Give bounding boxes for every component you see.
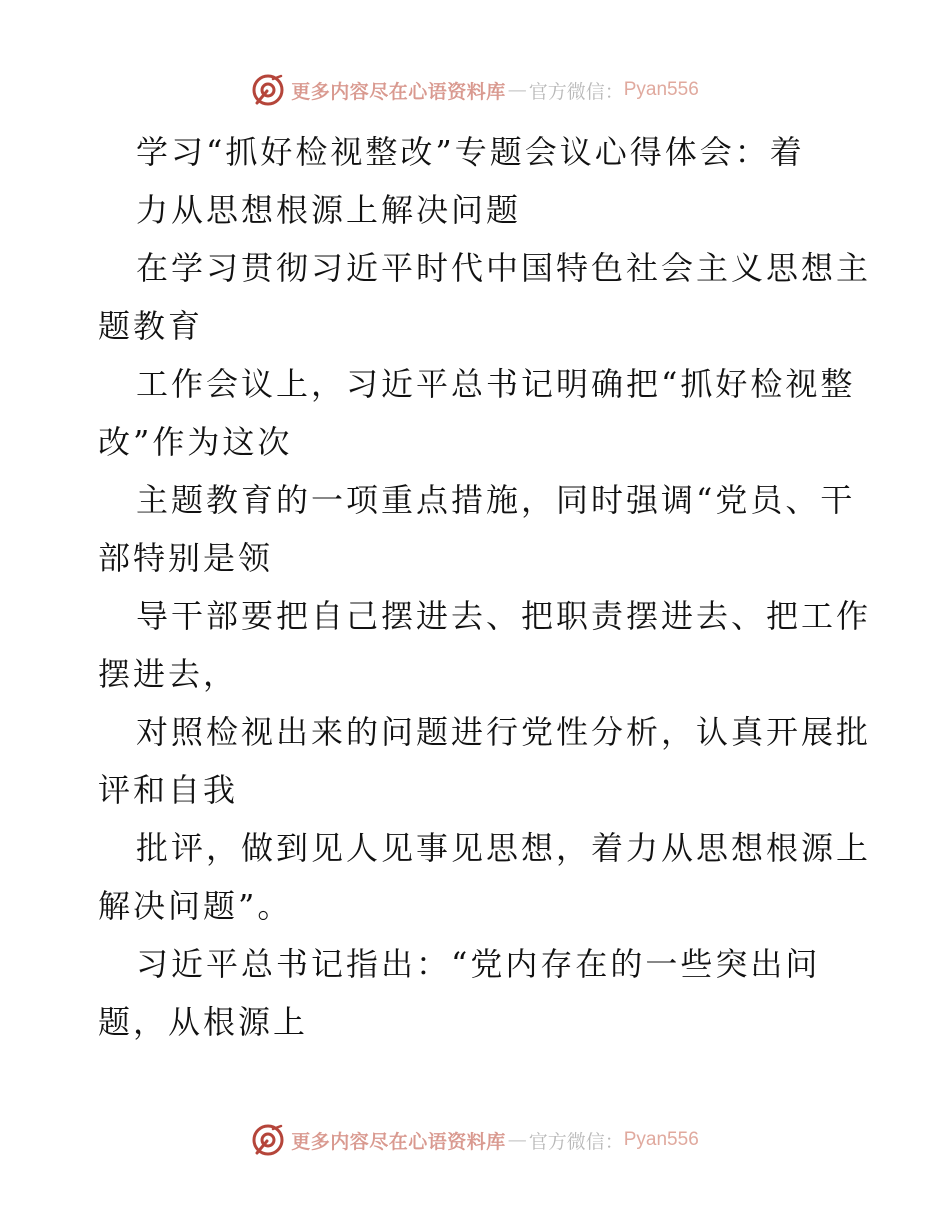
brand-dash: — [507,79,527,101]
brand-logo-icon [251,1123,285,1157]
paragraph-line: 导干部要把自己摆进去、把职责摆进去、把工作 [136,597,872,635]
paragraph-line: 习近平总书记指出：“党内存在的一些突出问 [136,945,821,983]
wechat-label: 官方微信： [528,80,624,103]
paragraph-line: 对照检视出来的问题进行党性分析，认真开展批 [136,713,872,751]
paragraph-line: 批评，做到见人见事见思想，着力从思想根源上 [136,829,872,867]
paragraph-line: 题教育 [98,307,204,345]
document-body [98,123,872,1051]
brand-dash: — [507,1129,527,1151]
paragraph-line: 在学习贯彻习近平时代中国特色社会主义思想主 [136,249,872,287]
header-watermark [0,70,950,110]
paragraph-line: 解决问题”。 [98,887,293,925]
brand-logo-icon [251,73,285,107]
paragraph-line: 改”作为这次 [98,423,293,461]
paragraph-line: 题，从根源上 [98,1003,309,1041]
paragraph-line: 部特别是领 [98,539,274,577]
paragraph-line: 摆进去， [98,655,239,693]
footer-watermark [0,1120,950,1160]
title-line-2: 力从思想根源上解决问题 [136,191,522,229]
wechat-id: Pyan556 [623,79,699,100]
brand-text: 更多内容尽在心语资料库 [291,80,506,103]
wechat-label: 官方微信： [528,1130,624,1153]
brand-text: 更多内容尽在心语资料库 [291,1130,506,1153]
paragraph-line: 主题教育的一项重点措施，同时强调“党员、干 [136,481,856,519]
title-line-1: 学习“抓好检视整改”专题会议心得体会：着 [136,133,805,171]
paragraph-line: 工作会议上，习近平总书记明确把“抓好检视整 [136,365,856,403]
wechat-id: Pyan556 [623,1129,699,1150]
paragraph-line: 评和自我 [98,771,239,809]
